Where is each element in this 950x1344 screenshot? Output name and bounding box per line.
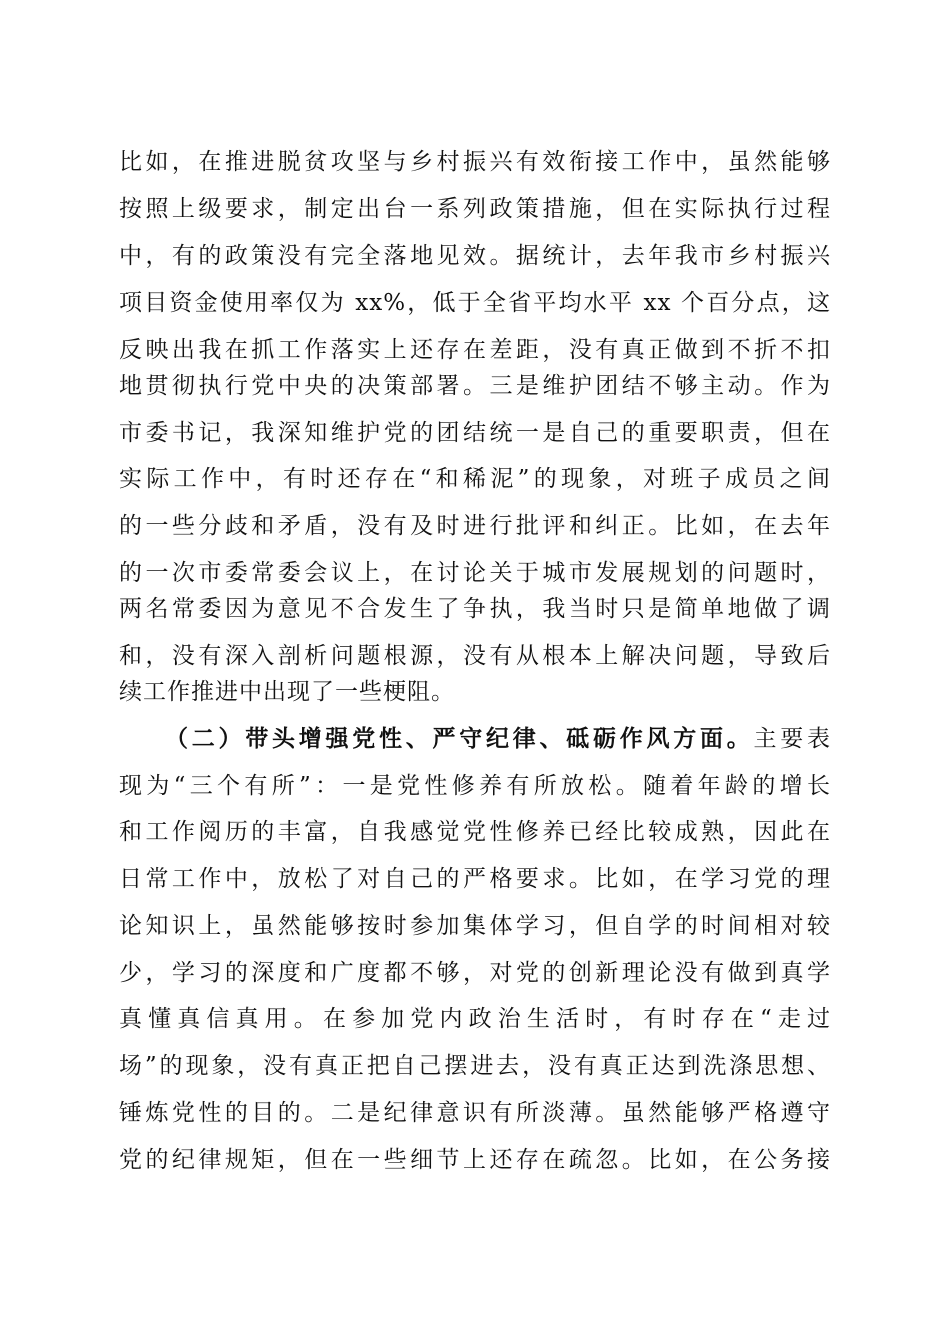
paragraph-2-line-2: 现为“三个有所”：一是党性修养有所放松。随着年龄的增长: [119, 773, 831, 799]
paragraph-2-line-9: 锤炼党性的目的。二是纪律意识有所淡薄。虽然能够严格遵守: [119, 1100, 831, 1126]
paragraph-1-line-2: 按照上级要求，制定出台一系列政策措施，但在实际执行过程: [119, 196, 831, 222]
paragraph-2-line-7: 真懂真信真用。在参加党内政治生活时，有时存在“走过: [119, 1006, 831, 1032]
paragraph-1-line-11: 两名常委因为意见不合发生了争执，我当时只是简单地做了调: [119, 596, 831, 622]
paragraph-2-line-1: [165, 719, 831, 759]
paragraph-1-line-7: 市委书记，我深知维护党的团结统一是自己的重要职责，但在: [119, 420, 831, 446]
paragraph-2-line-8: 场”的现象，没有真正把自己摆进去，没有真正达到洗涤思想、: [119, 1053, 831, 1079]
paragraph-2-line-10: 党的纪律规矩，但在一些细节上还存在疏忽。比如，在公务接: [119, 1147, 831, 1173]
paragraph-1-line-1: 比如，在推进脱贫攻坚与乡村振兴有效衔接工作中，虽然能够: [119, 149, 831, 175]
paragraph-1-line-10: 的一次市委常委会议上，在讨论关于城市发展规划的问题时，: [119, 560, 831, 586]
paragraph-2-line-6: 少，学习的深度和广度都不够，对党的创新理论没有做到真学: [119, 960, 831, 986]
paragraph-1-line-6: 地贯彻执行党中央的决策部署。三是维护团结不够主动。作为: [119, 373, 831, 399]
paragraph-2-line-3: 和工作阅历的丰富，自我感觉党性修养已经比较成熟，因此在: [119, 819, 831, 845]
paragraph-1-line-5: 反映出我在抓工作落实上还存在差距，没有真正做到不折不扣: [119, 337, 831, 363]
paragraph-1-line-12: 和，没有深入剖析问题根源，没有从根本上解决问题，导致后: [119, 643, 831, 669]
section-heading-continuation: 主要表: [753, 726, 831, 752]
paragraph-1-line-4: 项目资金使用率仅为 xx%，低于全省平均水平 xx 个百分点，这: [119, 290, 831, 316]
paragraph-1-line-8: 实际工作中，有时还存在“和稀泥”的现象，对班子成员之间: [119, 466, 831, 492]
paragraph-2-line-5: 论知识上，虽然能够按时参加集体学习，但自学的时间相对较: [119, 913, 831, 939]
paragraph-1-line-3: 中，有的政策没有完全落地见效。据统计，去年我市乡村振兴: [119, 243, 831, 269]
section-heading: （二）带头增强党性、严守纪律、砥砺作风方面。: [165, 725, 754, 752]
paragraph-2-line-4: 日常工作中，放松了对自己的严格要求。比如，在学习党的理: [119, 866, 831, 892]
paragraph-1-line-13: 续工作推进中出现了一些梗阻。: [119, 679, 455, 705]
paragraph-1-line-9: 的一些分歧和矛盾，没有及时进行批评和纠正。比如，在去年: [119, 513, 831, 539]
